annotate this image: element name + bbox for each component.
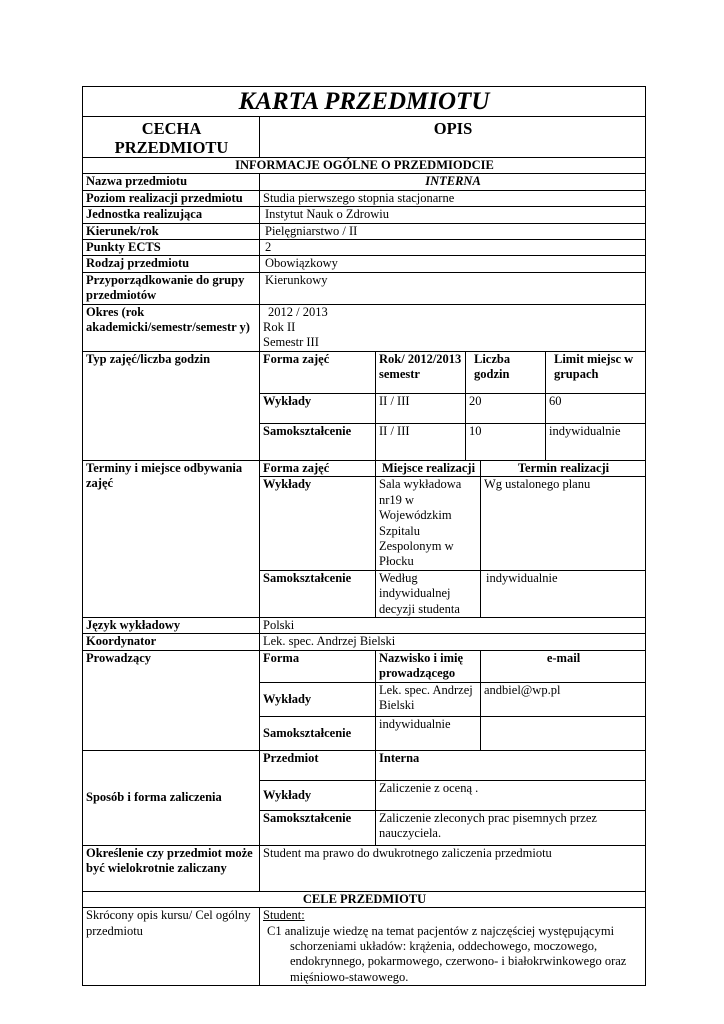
document-title: KARTA PRZEDMIOTU — [83, 87, 646, 117]
typ-header-forma: Forma zajęć — [260, 351, 376, 393]
typ-samo-rok: II / III — [376, 423, 466, 460]
terminy-header-miejsce: Miejsce realizacji — [376, 460, 481, 476]
okres-line-3: Semestr III — [263, 335, 319, 350]
label-ects: Punkty ECTS — [83, 240, 260, 256]
value-poziom: Studia pierwszego stopnia stacjonarne — [260, 190, 646, 206]
value-cele — [260, 908, 646, 986]
label-typ: Typ zajęć/liczba godzin — [83, 351, 260, 460]
label-grupa: Przyporządkowanie do grupy przedmiotów — [83, 272, 260, 304]
header-description: OPIS — [260, 117, 646, 158]
terminy-wyklady-miejsce: Sala wykładowa nr19 w Wojewódzkim Szpitalu Zespolonym w Płocku — [376, 477, 481, 570]
value-ects: 2 — [260, 240, 646, 256]
label-zaliczenie: Sposób i forma zaliczenia — [83, 750, 260, 845]
typ-wyklady-rok: II / III — [376, 393, 466, 423]
label-jezyk: Język wykładowy — [83, 617, 260, 633]
okres-line-1: 2012 / 2013 — [268, 304, 328, 319]
value-grupa: Kierunkowy — [260, 272, 646, 304]
header-feature: CECHA PRZEDMIOTU — [83, 117, 260, 158]
label-nazwa: Nazwa przedmiotu — [83, 174, 260, 190]
typ-wyklady-limit: 60 — [546, 393, 646, 423]
prowadzacy-wyklady-forma: Wykłady — [260, 682, 376, 716]
label-rodzaj: Rodzaj przedmiotu — [83, 256, 260, 272]
value-nazwa: INTERNA — [260, 174, 646, 190]
cele-c1: C1 analizuje wiedzę na temat pacjentów z najczęściej występującymi schorzeniami układów: krążenia, oddechowego, moczowego, endokrynnego, pokarmowego, czerwono- i białokrwinkowego oraz mięśniowo-stawowego. — [267, 923, 627, 984]
prowadzacy-samo-forma: Samokształcenie — [260, 716, 376, 750]
value-kierunek: Pielęgniarstwo / II — [260, 223, 646, 239]
label-terminy: Terminy i miejsce odbywania zajęć — [83, 460, 260, 617]
typ-samo-limit: indywidualnie — [546, 423, 646, 460]
label-jednostka: Jednostka realizująca — [83, 207, 260, 223]
course-table — [82, 86, 646, 986]
typ-samo-forma: Samokształcenie — [260, 423, 376, 460]
value-rodzaj: Obowiązkowy — [260, 256, 646, 272]
label-koordynator: Koordynator — [83, 634, 260, 650]
terminy-header-forma: Forma zajęć — [260, 460, 376, 476]
typ-samo-liczba: 10 — [466, 423, 546, 460]
value-koordynator: Lek. spec. Andrzej Bielski — [260, 634, 646, 650]
zaliczenie-samo-value: Zaliczenie zleconych prac pisemnych przez nauczyciela. — [376, 810, 646, 845]
terminy-samo-forma: Samokształcenie — [260, 570, 376, 617]
value-wielokrotnie: Student ma prawo do dwukrotnego zaliczenia przedmiotu — [260, 845, 646, 891]
zaliczenie-przedmiot-label: Przedmiot — [260, 750, 376, 780]
prowadzacy-header-nazwisko: Nazwisko i imię prowadzącego — [376, 650, 481, 682]
label-poziom: Poziom realizacji przedmiotu — [83, 190, 260, 206]
prowadzacy-header-email: e-mail — [481, 650, 646, 682]
prowadzacy-wyklady-nazwisko: Lek. spec. Andrzej Bielski — [376, 682, 481, 716]
value-jednostka: Instytut Nauk o Zdrowiu — [260, 207, 646, 223]
course-card — [82, 86, 645, 986]
label-cele: Skrócony opis kursu/ Cel ogólny przedmiotu — [83, 908, 260, 986]
label-okres: Okres (rok akademicki/semestr/semestr y) — [83, 304, 260, 351]
label-kierunek: Kierunek/rok — [83, 223, 260, 239]
typ-header-limit: Limit miejsc w grupach — [546, 351, 646, 393]
typ-header-liczba: Liczba godzin — [466, 351, 546, 393]
prowadzacy-header-forma: Forma — [260, 650, 376, 682]
okres-line-2: Rok II — [263, 320, 296, 335]
prowadzacy-samo-email — [481, 716, 646, 750]
value-jezyk: Polski — [260, 617, 646, 633]
section-general: INFORMACJE OGÓLNE O PRZEDMIODCIE — [83, 158, 646, 174]
prowadzacy-wyklady-email: andbiel@wp.pl — [481, 682, 646, 716]
label-wielokrotnie: Określenie czy przedmiot może być wielokrotnie zaliczany — [83, 845, 260, 891]
typ-header-rok: Rok/ 2012/2013 semestr — [376, 351, 466, 393]
zaliczenie-przedmiot-value: Interna — [376, 750, 646, 780]
terminy-header-termin: Termin realizacji — [481, 460, 646, 476]
terminy-samo-miejsce: Według indywidualnej decyzji studenta — [376, 570, 481, 617]
terminy-wyklady-termin: Wg ustalonego planu — [481, 477, 646, 570]
prowadzacy-samo-nazwisko: indywidualnie — [376, 716, 481, 750]
zaliczenie-wyklady-value: Zaliczenie z oceną . — [376, 780, 646, 810]
terminy-samo-termin: indywidualnie — [481, 570, 646, 617]
typ-wyklady-liczba: 20 — [466, 393, 546, 423]
section-cele: CELE PRZEDMIOTU — [83, 891, 646, 907]
value-okres — [260, 304, 646, 351]
zaliczenie-samo-label: Samokształcenie — [260, 810, 376, 845]
label-prowadzacy: Prowadzący — [83, 650, 260, 750]
typ-wyklady-forma: Wykłady — [260, 393, 376, 423]
zaliczenie-wyklady-label: Wykłady — [260, 780, 376, 810]
terminy-wyklady-forma: Wykłady — [260, 477, 376, 570]
cele-student: Student: — [263, 908, 305, 923]
